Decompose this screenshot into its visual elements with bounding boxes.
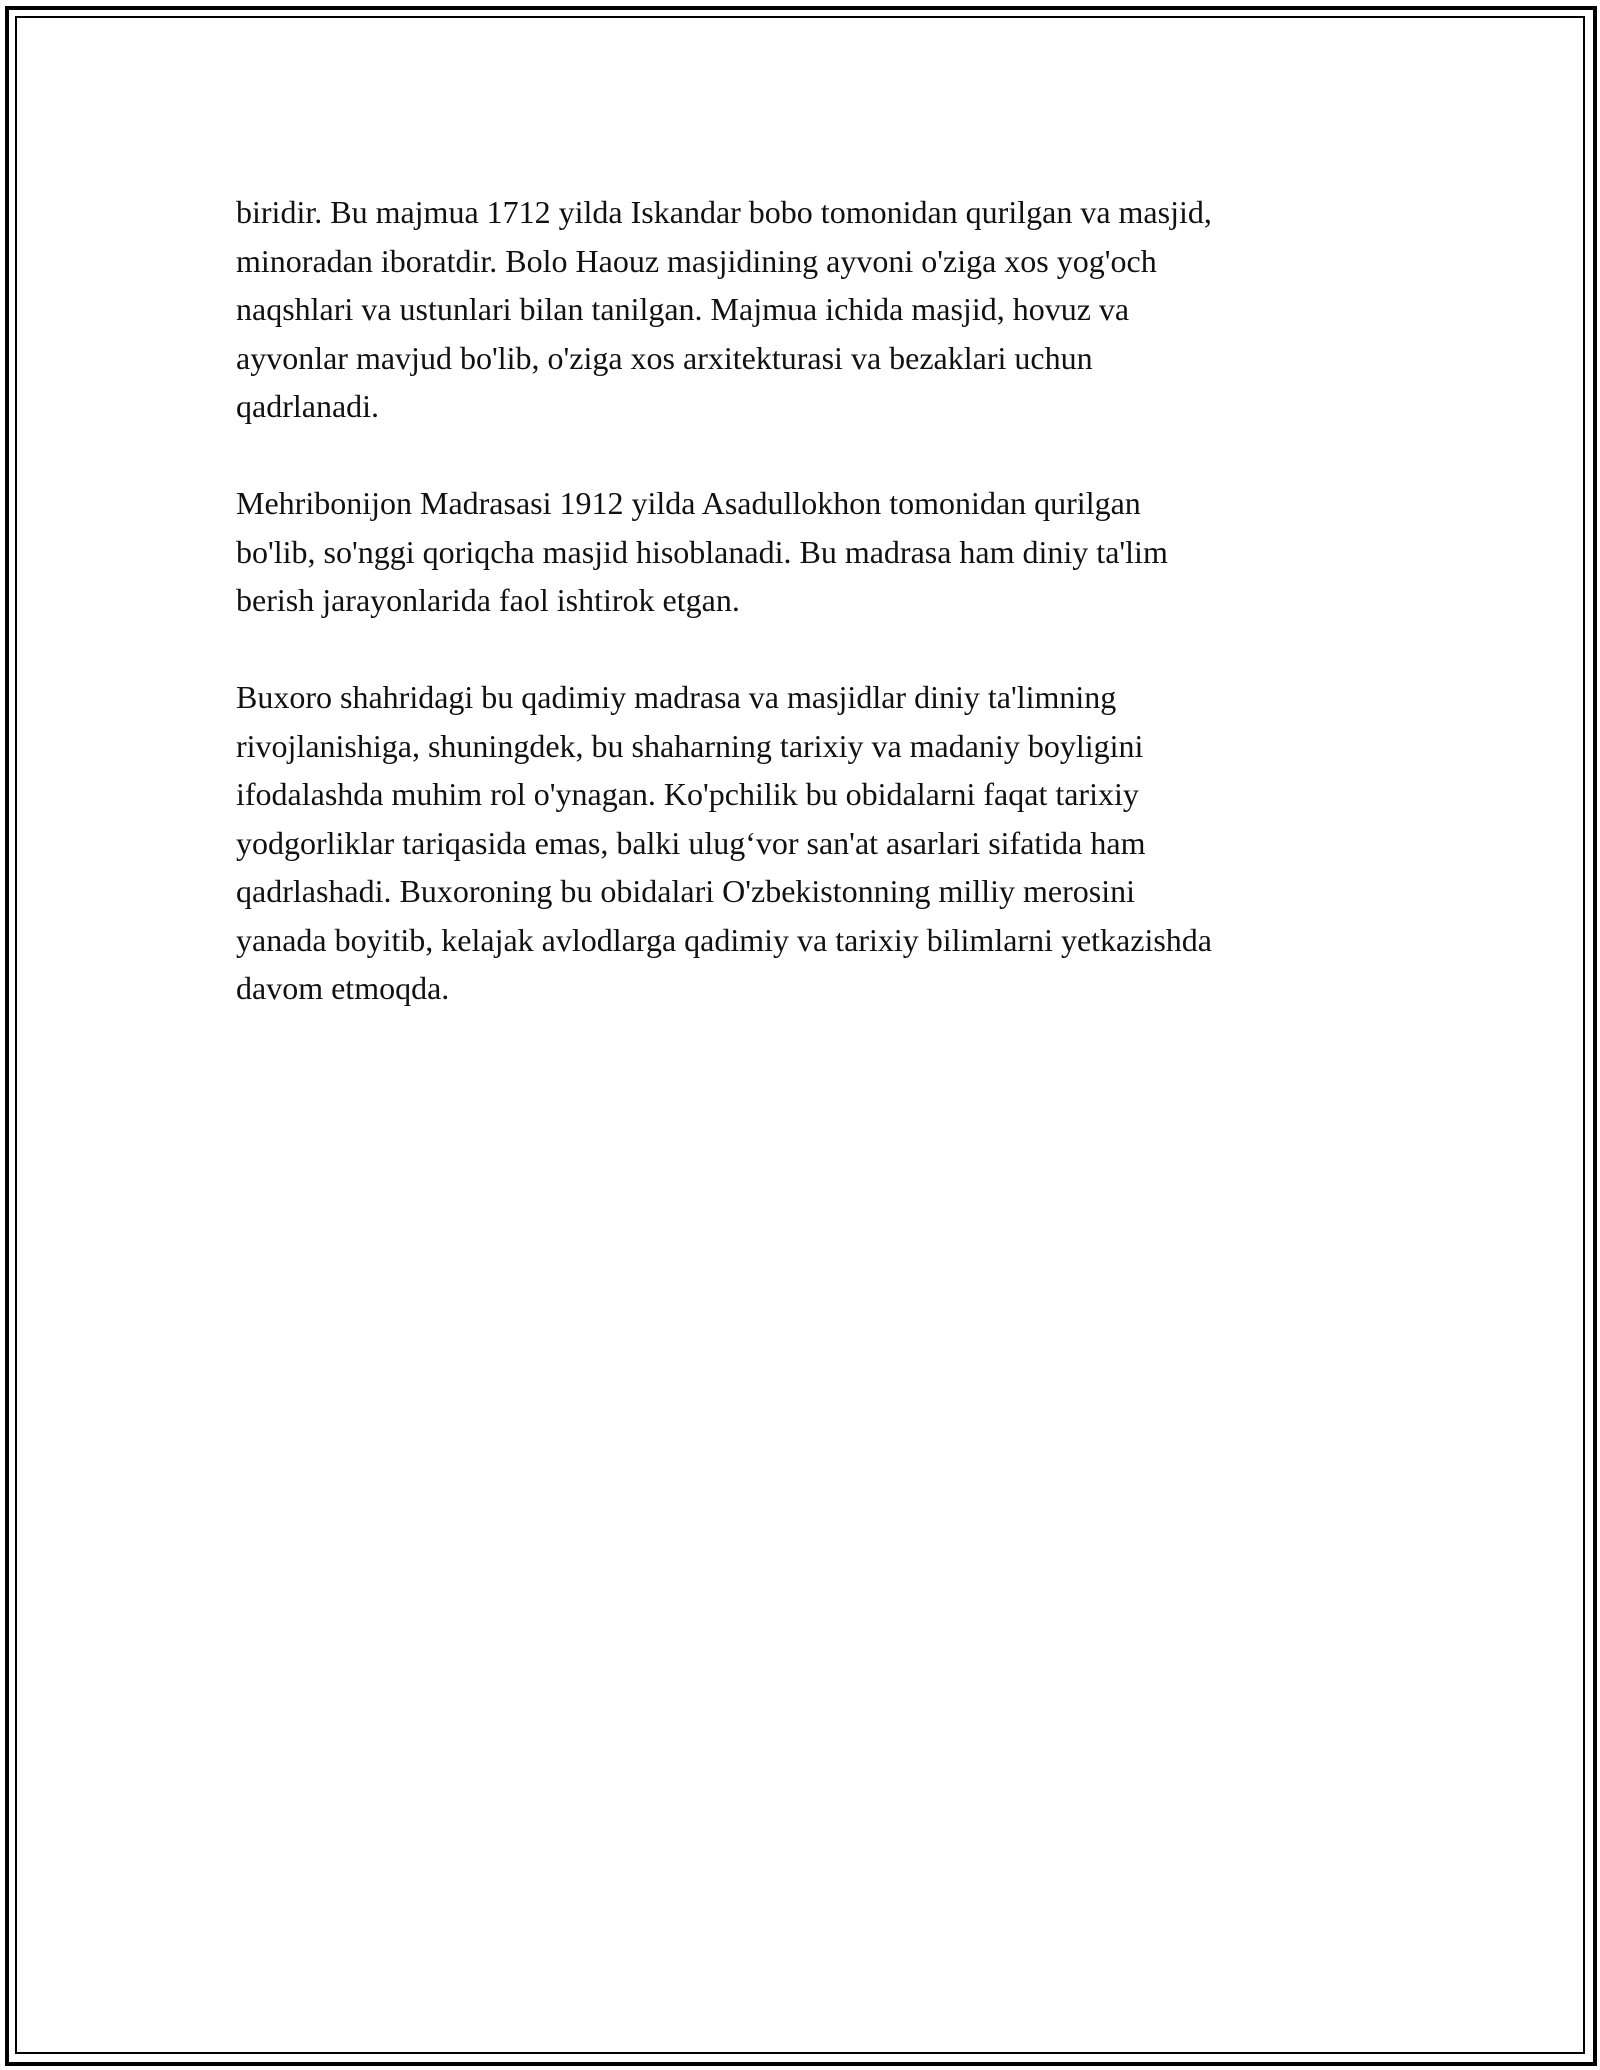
text-line: bo'lib, so'nggi qoriqcha masjid hisoblanadi. Bu madrasa ham diniy ta'lim: [236, 533, 1168, 570]
document-body: [236, 188, 1376, 1061]
text-line: ifodalashda muhim rol o'ynagan. Ko'pchilik bu obidalarni faqat tarixiy: [236, 776, 1139, 812]
text-line: minoradan iboratdir. Bolo Haouz masjidining ayvoni o'ziga xos yog'och: [236, 242, 1157, 279]
text-line: qadrlanadi.: [236, 388, 380, 424]
text-line: qadrlashadi. Buxoroning bu obidalari O'zbekistonning milliy merosini: [236, 873, 1135, 909]
text-line: Buxoro shahridagi bu qadimiy madrasa va masjidlar diniy ta'limning: [236, 679, 1117, 715]
text-line: rivojlanishiga, shuningdek, bu shaharning tarixiy va madaniy boyligini: [236, 727, 1144, 764]
paragraph-3: [236, 673, 1376, 1013]
text-line: berish jarayonlarida faol ishtirok etgan.: [236, 582, 740, 618]
text-line: biridir. Bu majmua 1712 yilda Iskandar bobo tomonidan qurilgan va masjid,: [236, 194, 1212, 230]
text-line: Mehribonijon Madrasasi 1912 yilda Asadullokhon tomonidan qurilgan: [236, 485, 1141, 521]
paragraph-1: [236, 188, 1376, 431]
text-line: naqshlari va ustunlari bilan tanilgan. Majmua ichida masjid, hovuz va: [236, 291, 1130, 327]
text-line: yodgorliklar tariqasida emas, balki ulug‘vor san'at asarlari sifatida ham: [236, 824, 1146, 861]
paragraph-2: [236, 479, 1376, 625]
text-line: yanada boyitib, kelajak avlodlarga qadimiy va tarixiy bilimlarni yetkazishda: [236, 921, 1212, 958]
text-line: ayvonlar mavjud bo'lib, o'ziga xos arxitekturasi va bezaklari uchun: [236, 339, 1093, 376]
text-line: davom etmoqda.: [236, 970, 450, 1006]
